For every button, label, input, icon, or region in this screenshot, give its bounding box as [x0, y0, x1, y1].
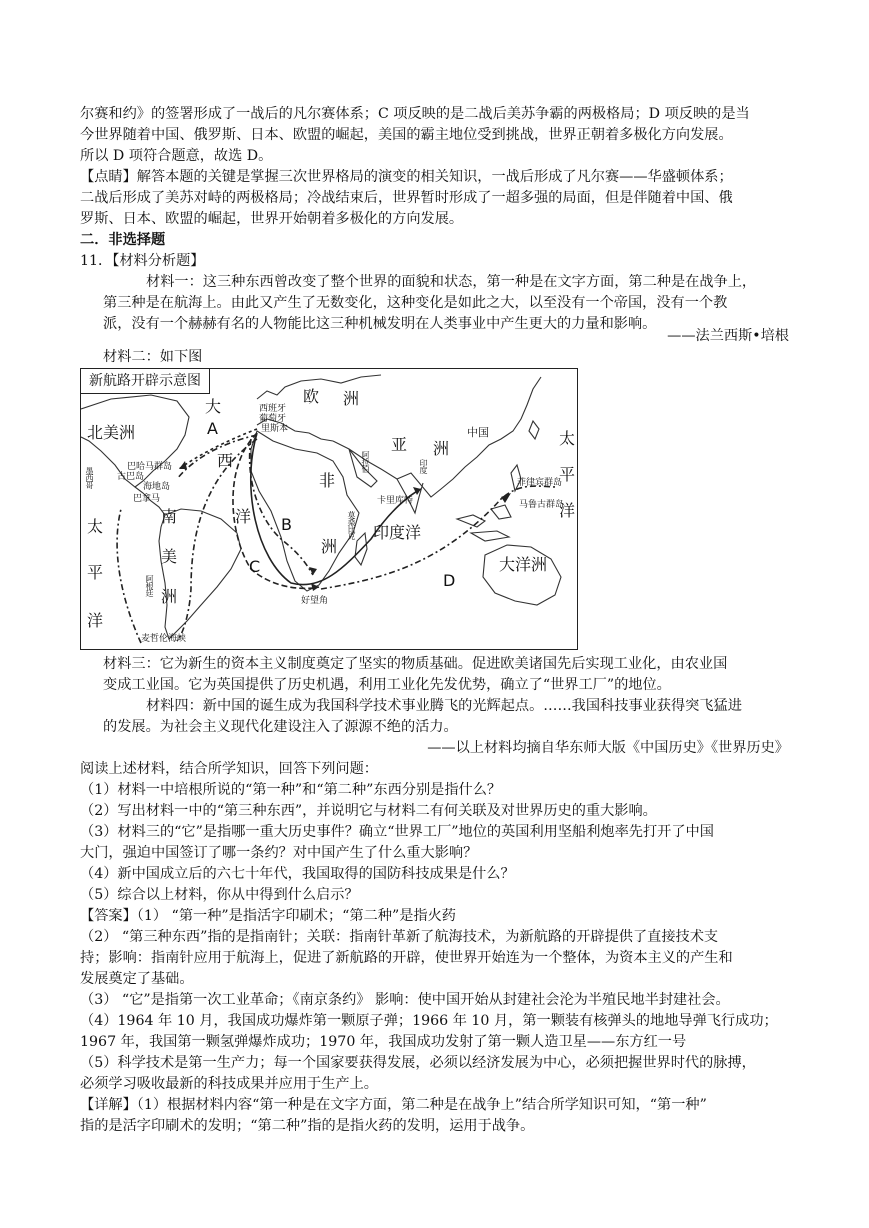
attribution: ——以上材料均摘自华东师大版《中国历史》《世界历史》 — [427, 740, 789, 756]
map-label: 洲 — [161, 587, 178, 606]
map-label: 古巴岛 — [117, 472, 145, 482]
map-label: 阿拉伯 — [361, 451, 370, 472]
material-line: 材料三：它为新生的资本主义制度奠定了坚实的物质基础。促进欧美诸国先后实现工业化，由农业国 — [103, 656, 728, 672]
answer-line: （5）科学技术是第一生产力；每一个国家要获得发展，必须以经济发展为中心，必须把握世界时代的脉搏， — [80, 1055, 756, 1071]
map-label: 大洋洲 — [499, 555, 548, 574]
route-label-d: D — [443, 571, 456, 590]
map-title: 新航路开辟示意图 — [81, 369, 210, 394]
answer-line: 发展奠定了基础。 — [80, 971, 194, 987]
material-line: 的发展。为社会主义现代化建设注入了源源不绝的活力。 — [103, 719, 458, 735]
route-label-b: B — [281, 515, 292, 534]
map-label: 麦哲伦海峡 — [141, 634, 187, 644]
answer-line: （2） “第三种东西”指的是指南针；关联：指南针革新了航海技术，为新航路的开辟提供了直接技术支 — [80, 929, 719, 945]
map-label: 太 — [559, 429, 576, 448]
question-heading: 11．【材料分析题】 — [80, 253, 205, 269]
map-label: 亚 — [391, 435, 408, 454]
material-line: 材料四：新中国的诞生成为我国科学技术事业腾飞的光辉起点。……我国科技事业获得突飞猛进 — [146, 698, 742, 714]
map-label: 莫桑比克 — [347, 511, 356, 539]
text-line: 今世界随着中国、俄罗斯、日本、欧盟的崛起，美国的霸主地位受到挑战，世界正朝着多极化方向发展。 — [80, 127, 733, 143]
attribution: ——法兰西斯•培根 — [667, 328, 789, 344]
map-label: 印度 — [419, 459, 428, 473]
question-item: （2）写出材料一中的“第三种东西”，并说明它与材料二有何关联及对世界历史的重大影响。 — [80, 803, 657, 819]
map-label: 太 — [87, 517, 104, 536]
answer-line: 必须学习吸收最新的科技成果并应用于生产上。 — [80, 1076, 378, 1092]
material-line: 材料二：如下图 — [103, 349, 203, 365]
map-label: 欧 — [303, 387, 320, 406]
text-line: 罗斯、日本、欧盟的崛起，世界开始朝着多极化的方向发展。 — [80, 211, 464, 227]
map-label: 西 — [217, 451, 234, 470]
map-label: 西班牙 — [259, 404, 287, 414]
map-label: 阿根廷 — [145, 575, 154, 596]
map-label: 洲 — [433, 439, 450, 458]
question-item: （5）综合以上材料，你从中得到什么启示？ — [80, 887, 359, 903]
map-label: 洋 — [87, 611, 104, 630]
map-label: 巴拿马 — [133, 494, 161, 504]
answer-line: （4）1964 年 10 月，我国成功爆炸第一颗原子弹；1966 年 10 月，第一颗装有核弹头的地地导弹飞行成功； — [80, 1013, 778, 1029]
answer-line: 1967 年，我国第一颗氢弹爆炸成功；1970 年，我国成功发射了第一颗人造卫星——东方红一号 — [80, 1034, 687, 1050]
question-item: 大门，强迫中国签订了哪一条约？对中国产生了什么重大影响？ — [80, 845, 478, 861]
question-item: （1）材料一中培根所说的“第一种”和“第二种”东西分别是指什么？ — [80, 782, 502, 798]
map-label: 平 — [559, 465, 576, 484]
map-label: 南 — [161, 507, 178, 526]
map-label: 洋 — [559, 501, 576, 520]
route-label-c: C — [249, 557, 261, 576]
answer-line: 持；影响：指南针应用于航海上，促进了新航路的开辟，使世界开始连为一个整体，为资本主义的产生和 — [80, 950, 733, 966]
map-label: 巴哈马群岛 — [127, 462, 173, 472]
map-label: 葡萄牙 — [259, 414, 287, 424]
explanation-line: 指的是活字印刷术的发明；“第二种”指的是指火药的发明，运用于战争。 — [80, 1118, 535, 1134]
map-label: 菲律宾群岛 — [517, 478, 563, 488]
text-line: 阅读上述材料，结合所学知识，回答下列问题： — [80, 761, 378, 777]
answer-line: 【答案】（1） “第一种”是指活字印刷术；“第二种”是指火药 — [80, 908, 456, 924]
text-line: 尔赛和约》的签署形成了一战后的凡尔赛体系；C 项反映的是二战后美苏争霸的两极格局；D 项反映的是当 — [80, 106, 750, 122]
text-line: 二战后形成了美苏对峙的两极格局；冷战结束后，世界暂时形成了一超多强的局面，但是伴随着中国、俄 — [80, 190, 733, 206]
map-label: 非 — [319, 471, 336, 490]
map-label: 洲 — [343, 389, 360, 408]
question-item: （4）新中国成立后的六七十年代，我国取得的国防科技成果是什么？ — [80, 866, 515, 882]
map-label: 平 — [87, 563, 104, 582]
map-graphic — [81, 369, 577, 649]
map-label: 北美洲 — [87, 423, 136, 442]
material-line: 派，没有一个赫赫有名的人物能比这三种机械发明在人类事业中产生更大的力量和影响。 — [103, 316, 657, 332]
map-label: 洋 — [235, 507, 252, 526]
material-line: 材料一：这三种东西曾改变了整个世界的面貌和状态，第一种是在文字方面，第二种是在战争上， — [146, 274, 757, 290]
explanation-line: 【详解】（1）根据材料内容“第一种是在文字方面，第二种是在战争上”结合所学知识可知，“第一种” — [80, 1097, 707, 1113]
route-map — [80, 368, 578, 650]
map-label: 大 — [205, 397, 222, 416]
material-line: 变成工业国。它为英国提供了历史机遇，利用工业化先发优势，确立了“世界工厂”的地位。 — [103, 677, 671, 693]
map-label: 印度洋 — [373, 523, 422, 542]
text-line: 【点睛】解答本题的关键是掌握三次世界格局的演变的相关知识，一战后形成了凡尔赛——华盛顿体系； — [80, 169, 733, 185]
map-label: 美 — [161, 547, 178, 566]
map-label: 卡里库特 — [377, 496, 414, 506]
map-label: 马鲁古群岛 — [519, 500, 565, 510]
map-label: 墨西哥 — [85, 467, 94, 488]
section-heading: 二．非选择题 — [80, 232, 166, 248]
answer-line: （3） “它”是指第一次工业革命；《南京条约》 影响：使中国开始从封建社会沦为半殖民地半封建社会。 — [80, 992, 730, 1008]
map-label: 海地岛 — [143, 482, 171, 492]
map-label: 洲 — [321, 537, 338, 556]
map-label: 中国 — [467, 426, 489, 439]
text-line: 所以 D 项符合题意，故选 D。 — [80, 148, 273, 164]
map-label: 好望角 — [301, 596, 329, 606]
question-item: （3）材料三的“它”是指哪一重大历史事件？确立“世界工厂”地位的英国利用坚船利炮率先打开了中国 — [80, 824, 714, 840]
route-label-a: A — [207, 419, 218, 438]
map-label: 里斯本 — [261, 424, 289, 434]
material-line: 第三种是在航海上。由此又产生了无数变化，这种变化是如此之大，以至没有一个帝国，没有一个教 — [103, 295, 728, 311]
